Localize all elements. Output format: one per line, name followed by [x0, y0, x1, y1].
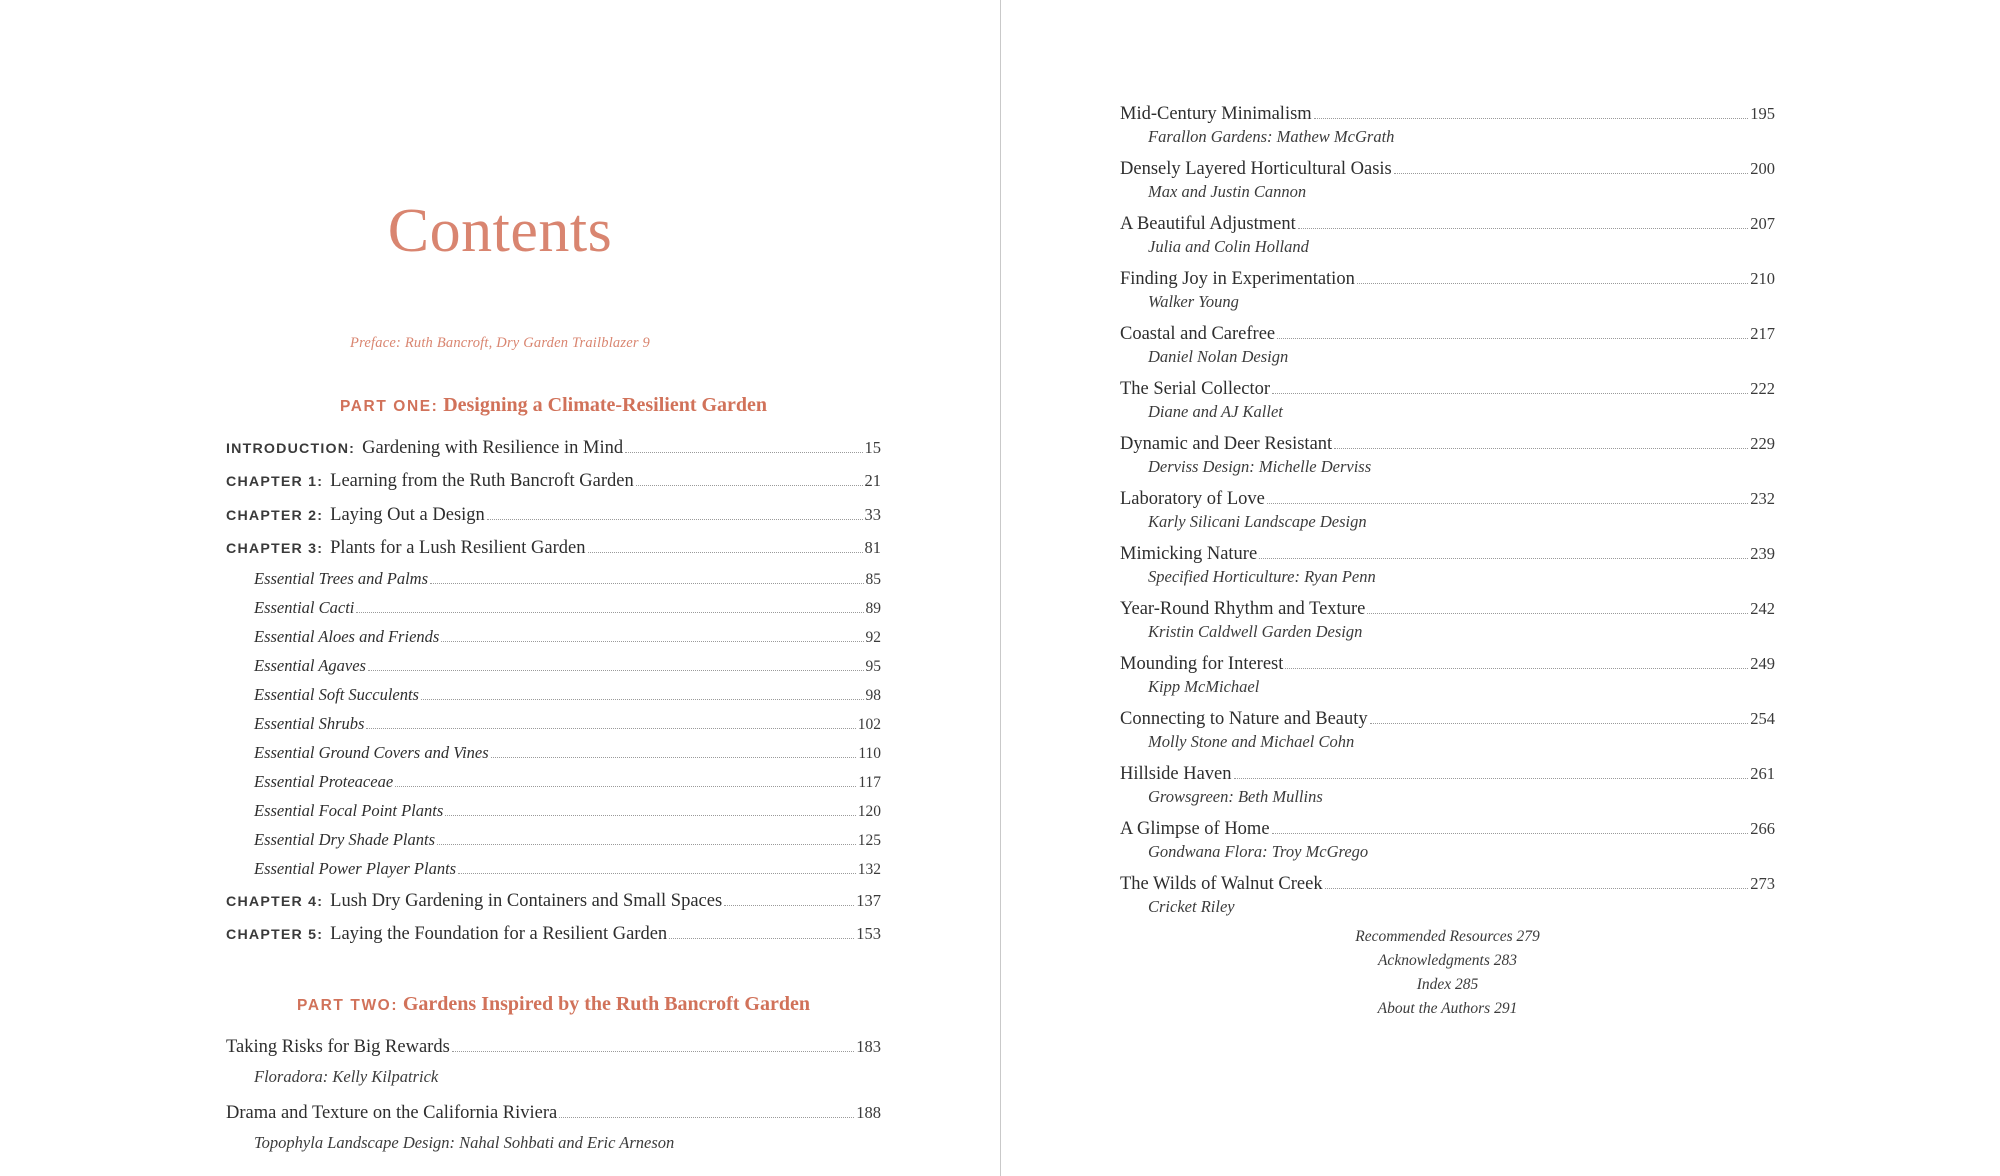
- toc-entry[interactable]: [1120, 316, 1775, 345]
- toc-page-number: 266: [1750, 818, 1775, 838]
- toc-page-number: 110: [858, 745, 881, 762]
- toc-leader-dots: [1277, 337, 1748, 339]
- toc-entry[interactable]: [226, 1030, 881, 1064]
- part-one-label: PART ONE:: [339, 398, 439, 415]
- toc-entry-title: A Beautiful Adjustment: [1120, 213, 1296, 234]
- toc-page-number: 207: [1750, 213, 1775, 233]
- toc-entry-title: Finding Joy in Experimentation: [1120, 268, 1355, 289]
- toc-entry[interactable]: [226, 498, 881, 532]
- toc-page-number: 92: [865, 629, 881, 646]
- toc-entry-title: Essential Ground Covers and Vines: [254, 743, 489, 762]
- toc-leader-dots: [1272, 392, 1748, 394]
- toc-entry-credit: Specified Horticulture: Ryan Penn: [1148, 567, 1376, 586]
- toc-page-number: 85: [865, 571, 881, 588]
- toc-leader-dots: [1367, 612, 1748, 614]
- toc-entry-title: Dynamic and Deer Resistant: [1120, 433, 1333, 454]
- toc-leader-dots: [1234, 777, 1749, 779]
- toc-entry[interactable]: [226, 465, 881, 499]
- toc-entry-credit: Molly Stone and Michael Cohn: [1148, 732, 1355, 751]
- toc-page-number: 117: [858, 774, 881, 791]
- toc-entry-credit: Kipp McMichael: [1148, 677, 1260, 696]
- toc-entry-title: Mounding for Interest: [1120, 653, 1284, 674]
- toc-entry[interactable]: [226, 431, 881, 465]
- toc-subentry[interactable]: [226, 623, 881, 652]
- toc-page-number: 217: [1750, 323, 1775, 343]
- toc-leader-dots: [669, 937, 854, 939]
- toc-page-number: 120: [857, 803, 881, 820]
- section-spacer: [226, 951, 881, 979]
- part-one-heading: [226, 394, 881, 417]
- toc-entry-title: Essential Cacti: [254, 598, 355, 617]
- toc-entry-title: Hillside Haven: [1120, 763, 1232, 784]
- toc-entry-title: Essential Aloes and Friends: [254, 627, 440, 646]
- toc-entry-credit: Topophyla Landscape Design: Nahal Sohbati and Eric Arneson: [254, 1133, 675, 1152]
- toc-entry[interactable]: [1120, 151, 1775, 180]
- toc-leader-dots: [491, 756, 857, 758]
- toc-page-number: 210: [1750, 268, 1775, 288]
- toc-entry-label: CHAPTER 1:: [226, 474, 324, 490]
- toc-page-number: 21: [864, 471, 881, 490]
- toc-entry[interactable]: [1120, 811, 1775, 840]
- toc-entry-title: Essential Proteaceae: [254, 772, 394, 791]
- toc-entry-title: Mimicking Nature: [1120, 543, 1258, 564]
- toc-entry-title: Essential Soft Succulents: [254, 685, 419, 704]
- toc-page-number: 273: [1750, 873, 1775, 893]
- toc-leader-dots: [588, 551, 863, 553]
- left-column: [226, 380, 881, 1163]
- toc-leader-dots: [1259, 557, 1748, 559]
- toc-entry-credit: Floradora: Kelly Kilpatrick: [254, 1066, 439, 1086]
- toc-entry[interactable]: [1120, 756, 1775, 785]
- part-two-left-entry-list: [226, 1030, 881, 1163]
- toc-entry[interactable]: [226, 918, 881, 952]
- toc-entry[interactable]: [1120, 206, 1775, 235]
- toc-page-number: 232: [1750, 488, 1775, 508]
- toc-subentry[interactable]: [226, 826, 881, 855]
- toc-entry-title: The Wilds of Walnut Creek: [1120, 873, 1323, 894]
- toc-leader-dots: [1370, 722, 1749, 724]
- toc-leader-dots: [1394, 172, 1748, 174]
- toc-page-number: 254: [1750, 708, 1775, 728]
- toc-entry-title: Essential Shrubs: [254, 714, 365, 733]
- toc-entry[interactable]: [1120, 96, 1775, 125]
- toc-entry-title: Drama and Texture on the California Riviera: [226, 1103, 558, 1123]
- toc-entry-title: Essential Agaves: [254, 656, 366, 675]
- toc-page-number: 98: [865, 687, 881, 704]
- toc-leader-dots: [1267, 502, 1748, 504]
- toc-entry[interactable]: [1120, 591, 1775, 620]
- toc-leader-dots: [1314, 117, 1749, 119]
- part-two-label: PART TWO:: [297, 997, 399, 1014]
- part-one-entry-list: [226, 431, 881, 951]
- toc-page-number: 242: [1750, 598, 1775, 618]
- toc-entry-title: Essential Focal Point Plants: [254, 801, 444, 820]
- toc-leader-dots: [1272, 832, 1749, 834]
- backmatter-entry[interactable]: Recommended Resources 279: [1355, 928, 1540, 945]
- toc-subentry[interactable]: [226, 565, 881, 594]
- backmatter-entry[interactable]: About the Authors 291: [1377, 1000, 1518, 1017]
- toc-entry-credit: Gondwana Flora: Troy McGrego: [1148, 842, 1369, 861]
- toc-entry-credit: Growsgreen: Beth Mullins: [1148, 787, 1323, 806]
- toc-leader-dots: [452, 1050, 854, 1052]
- toc-entry-label: CHAPTER 3:: [226, 541, 324, 557]
- right-column: [1120, 96, 1775, 921]
- toc-subentry[interactable]: [226, 652, 881, 681]
- toc-entry-title: Learning from the Ruth Bancroft Garden: [330, 471, 634, 491]
- toc-subentry[interactable]: [226, 797, 881, 826]
- toc-entry-title: A Glimpse of Home: [1120, 818, 1270, 839]
- toc-leader-dots: [1357, 282, 1748, 284]
- toc-leader-dots: [636, 484, 863, 486]
- backmatter-list: [1120, 925, 1775, 1021]
- toc-entry-credit: Diane and AJ Kallet: [1148, 402, 1283, 421]
- toc-page-number: 15: [864, 437, 881, 457]
- toc-leader-dots: [421, 698, 864, 700]
- toc-entry-credit: Cricket Riley: [1148, 897, 1235, 916]
- preface-entry: Preface: Ruth Bancroft, Dry Garden Trailblazer 9: [350, 335, 650, 351]
- toc-entry-title: Plants for a Lush Resilient Garden: [330, 538, 586, 558]
- toc-entry[interactable]: [1120, 646, 1775, 675]
- toc-leader-dots: [1325, 887, 1749, 889]
- toc-entry-credit: Daniel Nolan Design: [1148, 347, 1289, 366]
- toc-entry-title: Lush Dry Gardening in Containers and Small Spaces: [330, 890, 723, 911]
- part-two-right-entry-list: [1120, 96, 1775, 921]
- toc-entry-title: Densely Layered Horticultural Oasis: [1120, 158, 1392, 179]
- toc-page-number: 200: [1750, 158, 1775, 178]
- toc-entry-credit: Kristin Caldwell Garden Design: [1148, 622, 1363, 641]
- toc-entry-title: Mid-Century Minimalism: [1120, 103, 1312, 124]
- toc-leader-dots: [1298, 227, 1749, 229]
- toc-entry[interactable]: [226, 884, 881, 918]
- toc-page-number: 188: [856, 1103, 881, 1122]
- toc-leader-dots: [366, 727, 855, 729]
- toc-leader-dots: [458, 872, 856, 874]
- backmatter-entry[interactable]: Index 285: [1416, 976, 1479, 993]
- toc-entry-title: Connecting to Nature and Beauty: [1120, 708, 1368, 729]
- toc-entry-label: CHAPTER 2:: [226, 507, 324, 524]
- toc-entry[interactable]: [1120, 701, 1775, 730]
- toc-entry[interactable]: [1120, 371, 1775, 400]
- toc-entry[interactable]: [1120, 481, 1775, 510]
- toc-page-number: 132: [857, 861, 881, 878]
- toc-subentry[interactable]: [226, 710, 881, 739]
- toc-subentry[interactable]: [226, 855, 881, 884]
- toc-leader-dots: [430, 582, 863, 584]
- part-two-title: Gardens Inspired by the Ruth Bancroft Garden: [402, 993, 810, 1015]
- toc-leader-dots: [356, 611, 863, 613]
- toc-entry-title: Essential Trees and Palms: [254, 569, 429, 588]
- page-title: Contents: [387, 197, 613, 265]
- toc-page-number: 125: [857, 832, 881, 849]
- toc-page-number: 249: [1750, 653, 1775, 673]
- toc-subentry[interactable]: [226, 739, 881, 768]
- toc-page-number: 261: [1750, 763, 1775, 783]
- toc-entry-title: Laying Out a Design: [330, 504, 485, 525]
- toc-leader-dots: [445, 814, 855, 816]
- backmatter-entry[interactable]: Acknowledgments 283: [1377, 952, 1518, 969]
- toc-entry-title: Gardening with Resilience in Mind: [362, 437, 624, 458]
- toc-entry-title: Laboratory of Love: [1120, 488, 1265, 509]
- right-page: [1000, 0, 2000, 1176]
- toc-page-number: 229: [1750, 433, 1775, 453]
- toc-leader-dots: [437, 843, 856, 845]
- toc-leader-dots: [559, 1116, 854, 1118]
- toc-page-number: 153: [856, 924, 881, 943]
- toc-leader-dots: [487, 518, 863, 520]
- toc-entry-credit: Derviss Design: Michelle Derviss: [1148, 457, 1372, 476]
- toc-subentry[interactable]: [226, 594, 881, 623]
- toc-entry-title: Taking Risks for Big Rewards: [226, 1036, 450, 1057]
- toc-page-number: 33: [864, 504, 881, 524]
- toc-entry-title: Essential Power Player Plants: [254, 859, 457, 878]
- part-two-heading: [226, 993, 881, 1016]
- toc-leader-dots: [1285, 667, 1748, 669]
- toc-entry[interactable]: [226, 532, 881, 566]
- toc-leader-dots: [724, 904, 854, 906]
- toc-entry[interactable]: [1120, 536, 1775, 565]
- toc-leader-dots: [1334, 447, 1748, 449]
- toc-entry-title: The Serial Collector: [1120, 378, 1271, 399]
- toc-subentry[interactable]: [226, 768, 881, 797]
- toc-entry-credit: Max and Justin Cannon: [1148, 182, 1307, 201]
- toc-entry[interactable]: [1120, 426, 1775, 455]
- toc-subentry[interactable]: [226, 681, 881, 710]
- toc-entry-title: Essential Dry Shade Plants: [254, 830, 436, 849]
- toc-entry[interactable]: [1120, 261, 1775, 290]
- toc-page-number: 183: [856, 1036, 881, 1056]
- toc-entry-label: INTRODUCTION:: [226, 440, 356, 457]
- toc-entry-label: CHAPTER 4:: [226, 893, 324, 910]
- toc-entry-credit: Farallon Gardens: Mathew McGrath: [1148, 127, 1395, 146]
- toc-entry-credit: Walker Young: [1148, 292, 1239, 311]
- toc-page-number: 239: [1750, 543, 1775, 563]
- toc-page-number: 89: [865, 600, 881, 617]
- toc-entry-title: Coastal and Carefree: [1120, 323, 1276, 344]
- toc-leader-dots: [395, 785, 856, 787]
- toc-entry-title: Laying the Foundation for a Resilient Garden: [330, 924, 668, 944]
- toc-entry[interactable]: [1120, 866, 1775, 895]
- toc-entry-credit: Julia and Colin Holland: [1148, 237, 1309, 256]
- toc-page-number: 102: [857, 716, 881, 733]
- toc-entry-title: Year-Round Rhythm and Texture: [1120, 598, 1366, 619]
- part-one-title: Designing a Climate-Resilient Garden: [443, 394, 768, 416]
- toc-page-number: 195: [1750, 103, 1775, 123]
- toc-leader-dots: [441, 640, 863, 642]
- toc-leader-dots: [368, 669, 864, 671]
- toc-page-number: 137: [856, 890, 881, 910]
- toc-page-number: 95: [865, 658, 881, 675]
- toc-entry-label: CHAPTER 5:: [226, 927, 324, 943]
- toc-page-number: 81: [864, 538, 881, 557]
- toc-leader-dots: [625, 451, 862, 453]
- toc-page-number: 222: [1750, 378, 1775, 398]
- toc-entry[interactable]: [226, 1097, 881, 1131]
- toc-entry-credit: Karly Silicani Landscape Design: [1148, 512, 1367, 531]
